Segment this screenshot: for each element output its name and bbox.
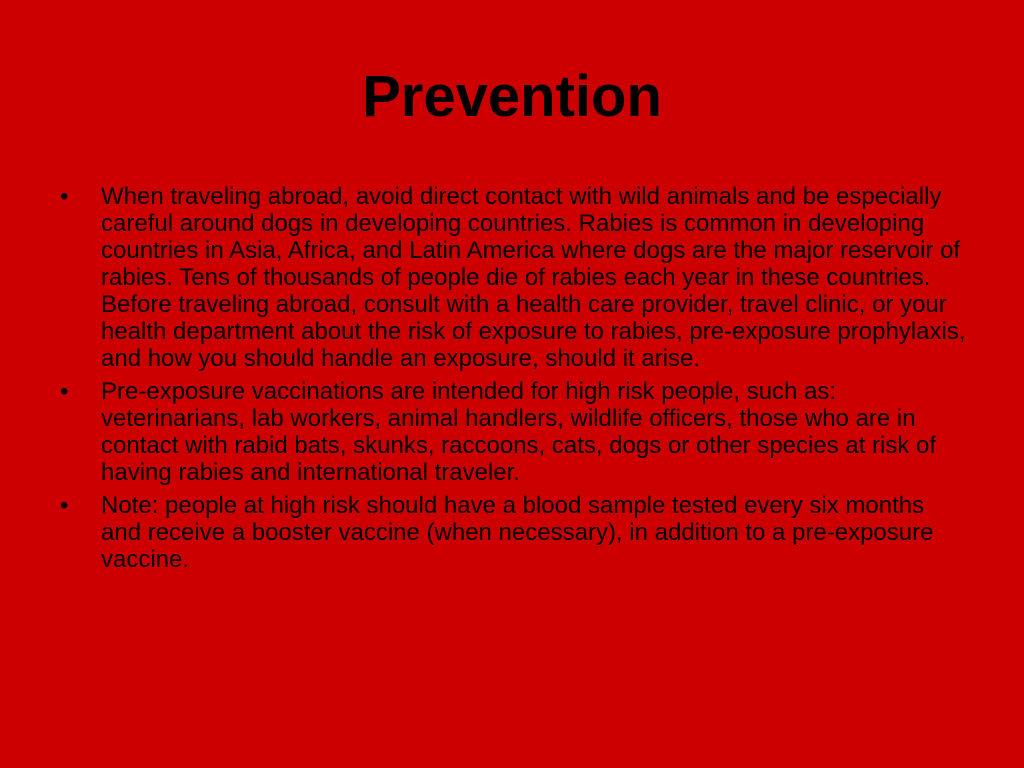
- slide-title: Prevention: [362, 64, 662, 129]
- list-item: [56, 492, 968, 573]
- bullet-list: [56, 183, 968, 579]
- list-item: [56, 183, 968, 372]
- bullet-text: Pre-exposure vaccinations are intended for high risk people, such as: veterinarians, lab workers, animal handlers, wildlife officers, those who are in contact with rabid bats, skunks, raccoons, cats, dogs or other species at risk of having rabies and international traveler.: [101, 378, 937, 486]
- bullet-text: When traveling abroad, avoid direct contact with wild animals and be especially careful around dogs in developing countries. Rabies is common in developing countries in Asia, Africa, and Latin America where dogs are the major reservoir of rabies. Tens of thousands of people die of rabies each year in these countries. Before traveling abroad, consult with a health care provider, travel clinic, or your health department about the risk of exposure to rabies, pre-exposure prophylaxis, and how you should handle an exposure, should it arise.: [101, 183, 966, 372]
- list-item: [56, 378, 968, 486]
- bullet-icon: •: [60, 492, 69, 519]
- bullet-text: Note: people at high risk should have a blood sample tested every six months and receive a booster vaccine (when necessary), in addition to a pre-exposure vaccine.: [101, 492, 934, 573]
- bullet-icon: •: [60, 183, 69, 210]
- bullet-icon: •: [60, 378, 69, 405]
